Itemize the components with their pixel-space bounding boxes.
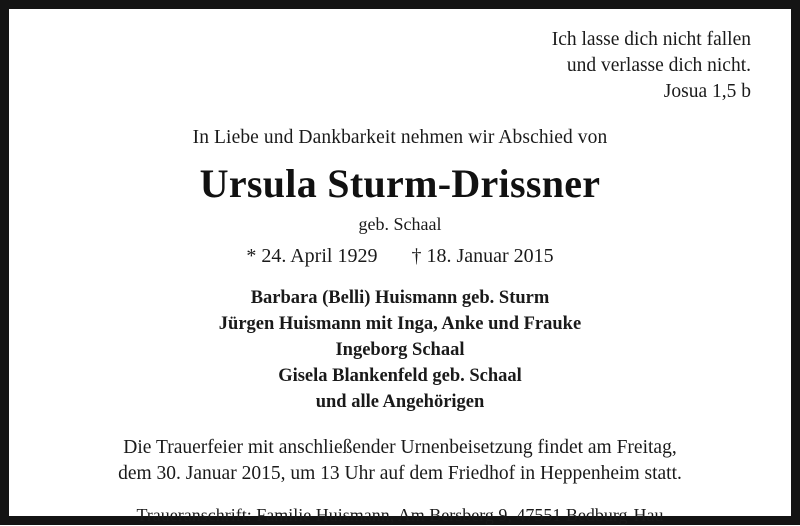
ceremony-line-2: dem 30. Januar 2015, um 13 Uhr auf dem Friedhof in Heppenheim statt. <box>118 463 682 485</box>
bible-verse <box>43 27 757 105</box>
list-item: und alle Angehörigen <box>315 391 485 412</box>
ceremony-line-1: Die Trauerfeier mit anschließender Urnenbeisetzung findet am Freitag, <box>123 436 677 458</box>
list-item: Barbara (Belli) Huismann geb. Sturm <box>250 288 550 309</box>
death-date: † 18. Januar 2015 <box>411 245 554 268</box>
list-item: Jürgen Huismann mit Inga, Anke und Frauke <box>218 314 582 335</box>
deceased-name: Ursula Sturm-Drissner <box>199 161 601 207</box>
verse-line-2: und verlasse dich nicht. <box>566 54 751 76</box>
verse-line-1: Ich lasse dich nicht fallen <box>551 29 751 50</box>
verse-source: Josua 1,5 b <box>663 81 751 103</box>
birth-date: * 24. April 1929 <box>246 245 378 268</box>
intro-text: In Liebe und Dankbarkeit nehmen wir Abschied von <box>192 127 608 149</box>
maiden-name: geb. Schaal <box>358 214 442 235</box>
survivors-list <box>43 286 757 415</box>
mourning-address: Traueranschrift: Familie Huismann, Am Bersberg 9, 47551 Bedburg-Hau <box>136 504 664 525</box>
list-item: Ingeborg Schaal <box>335 339 465 360</box>
ceremony-details <box>43 435 757 488</box>
life-dates <box>43 245 757 268</box>
list-item: Gisela Blankenfeld geb. Schaal <box>278 365 522 386</box>
